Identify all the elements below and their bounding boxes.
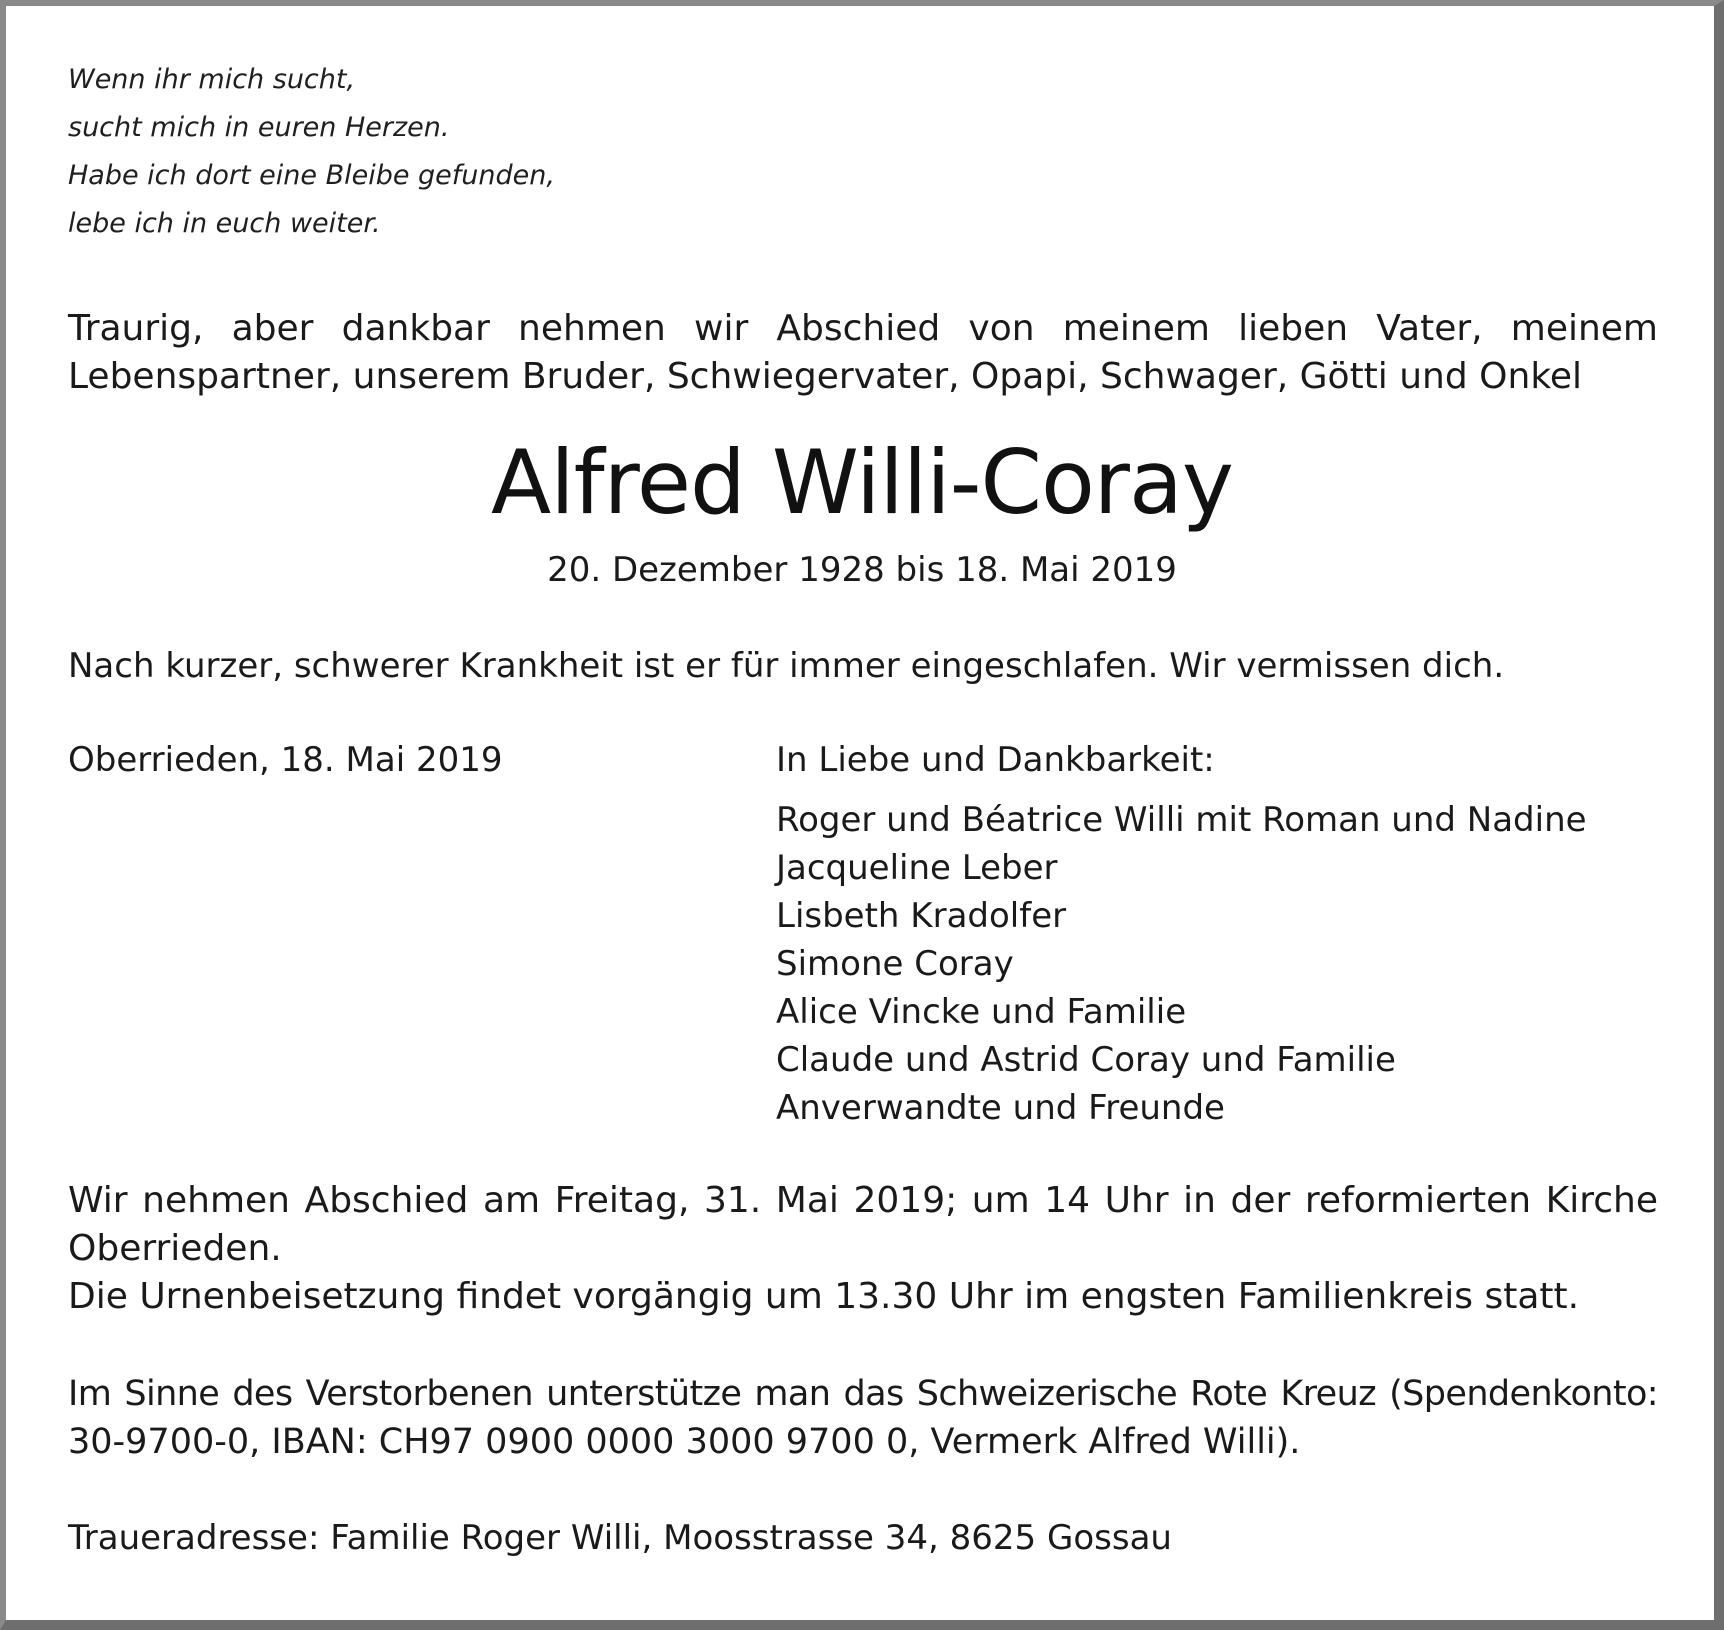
deceased-name: Alfred Willi-Coray [491,431,1233,534]
place-date: Oberrieden, 18. Mai 2019 [68,740,503,780]
mourner-name: Lisbeth Kradolfer [776,896,1067,936]
life-dates: 20. Dezember 1928 bis 18. Mai 2019 [547,550,1177,590]
intro-line: Lebenspartner, unserem Bruder, Schwiegervater, Opapi, Schwager, Götti und Onkel [68,356,1583,397]
mourner-name: Roger und Béatrice Willi mit Roman und Nadine [776,800,1587,840]
mourner-name: Claude und Astrid Coray und Familie [776,1040,1396,1080]
farewell-message: Nach kurzer, schwerer Krankheit ist er für immer eingeschlafen. Wir vermissen dich. [68,646,1505,686]
poem-line: lebe ich in euch weiter. [68,208,381,239]
ceremony-info [68,1177,1658,1321]
mourners-heading: In Liebe und Dankbarkeit: [776,740,1215,780]
ceremony-line: Die Urnenbeisetzung findet vorgängig um 13.30 Uhr im engsten Familienkreis statt. [68,1276,1580,1317]
poem-line: sucht mich in euren Herzen. [68,112,450,143]
mourner-name: Simone Coray [776,944,1014,984]
mourner-name: Anverwandte und Freunde [776,1088,1225,1128]
ceremony-line: Oberrieden. [68,1228,282,1269]
poem-line: Wenn ihr mich sucht, [68,64,356,95]
mourning-address: Traueradresse: Familie Roger Willi, Moosstrasse 34, 8625 Gossau [68,1518,1172,1558]
poem [68,56,768,248]
mourners-list [776,796,1587,1132]
poem-line: Habe ich dort eine Bleibe gefunden, [68,160,555,191]
donation-line: Im Sinne des Verstorbenen unterstütze man das Schweizerische Rote Kreuz (Spendenkonto: [68,1374,1658,1414]
mourner-name: Alice Vincke und Familie [776,992,1187,1032]
ceremony-line: Wir nehmen Abschied am Freitag, 31. Mai 2019; um 14 Uhr in der reformierten Kirche [68,1180,1658,1221]
donation-info [68,1370,1658,1466]
intro-line: Traurig, aber dankbar nehmen wir Abschied von meinem lieben Vater, meinem [68,308,1658,349]
intro-text [68,305,1658,401]
donation-line: 30-9700-0, IBAN: CH97 0900 0000 3000 9700 0, Vermerk Alfred Willi). [68,1422,1301,1462]
mourner-name: Jacqueline Leber [776,848,1058,888]
